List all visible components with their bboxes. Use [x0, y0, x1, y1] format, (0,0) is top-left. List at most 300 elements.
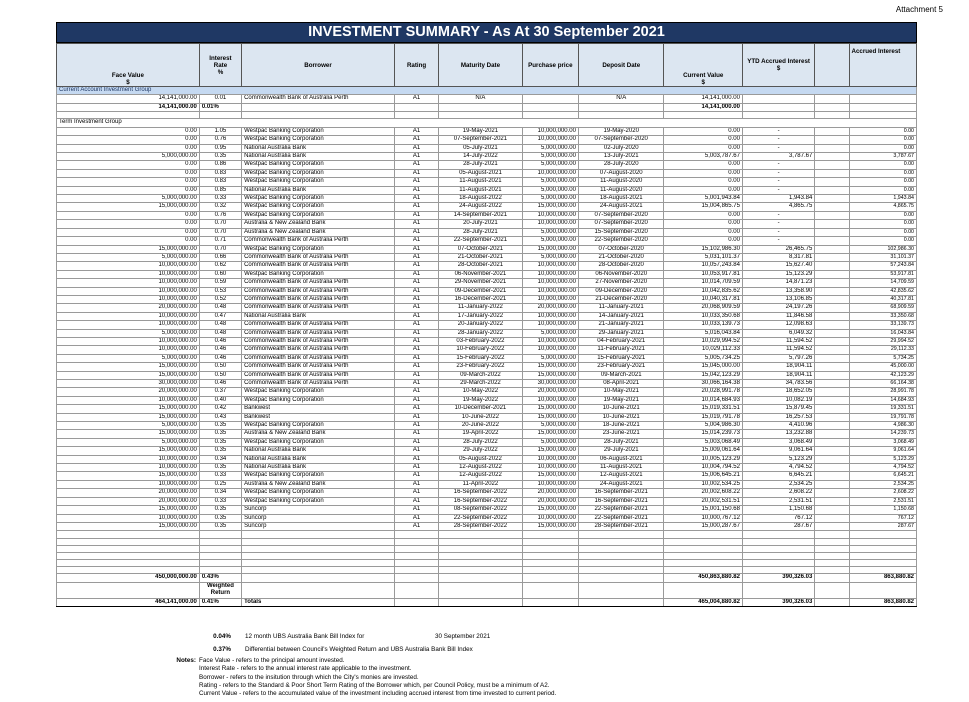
table-cell: A1 [394, 127, 438, 135]
table-cell: 863,880.82 [849, 598, 916, 606]
table-cell: 15,001,150.68 [664, 506, 742, 514]
table-cell: 68,909.59 [849, 304, 916, 312]
table-cell: 5,000,000.00 [57, 329, 200, 337]
table-row [57, 237, 917, 245]
table-cell: 16,043.84 [849, 329, 916, 337]
table-cell: 10,000,000.00 [57, 312, 200, 320]
table-cell: 0.00 [664, 136, 742, 144]
table-cell: 0.00 [849, 186, 916, 194]
table-row [57, 346, 917, 354]
table-cell: 15,000,000.00 [522, 430, 578, 438]
table-cell: 12-August-2022 [439, 472, 522, 480]
column-header: Purchase price [522, 44, 578, 87]
table-cell: A1 [394, 144, 438, 152]
table-cell: Westpac Banking Corporation [242, 211, 395, 219]
table-cell [742, 103, 814, 111]
table-cell [439, 582, 522, 598]
table-cell: 28-July-2022 [439, 438, 522, 446]
table-cell: 17-January-2022 [439, 312, 522, 320]
table-cell [242, 531, 395, 538]
table-cell: 10,000,000.00 [522, 136, 578, 144]
table-cell: 14,141,000.00 [664, 95, 742, 103]
table-cell [578, 112, 663, 119]
table-cell: National Australia Bank [242, 186, 395, 194]
table-row [57, 396, 917, 404]
table-cell: 0.34 [199, 489, 241, 497]
table-cell [815, 186, 849, 194]
table-cell [815, 329, 849, 337]
table-cell: 10,014,709.59 [664, 279, 742, 287]
column-header: Maturity Date [439, 44, 522, 87]
table-cell: 0.52 [199, 295, 241, 303]
table-cell: 10,000,000.00 [57, 346, 200, 354]
table-cell: 0.46 [199, 380, 241, 388]
table-cell: 1,150.68 [849, 506, 916, 514]
table-cell: 10,000,000.00 [57, 396, 200, 404]
table-cell: 15,000,000.00 [522, 363, 578, 371]
table-cell: 34,783.56 [742, 380, 814, 388]
table-cell: 10,000,000.00 [522, 337, 578, 345]
table-cell: A1 [394, 237, 438, 245]
table-cell: 28-January-2022 [439, 329, 522, 337]
table-cell [815, 582, 849, 598]
table-cell: 10-December-2021 [439, 405, 522, 413]
table-cell: 28,991.78 [849, 388, 916, 396]
table-cell: 0.42 [199, 405, 241, 413]
table-cell: Commonwealth Bank of Australia Perth [242, 371, 395, 379]
table-cell: 10,000,000.00 [522, 346, 578, 354]
table-cell: 15,000,000.00 [57, 203, 200, 211]
table-cell: 22-September-2020 [578, 237, 663, 245]
table-cell: 0.00 [664, 186, 742, 194]
table-cell [815, 567, 849, 574]
table-cell: 10,000,000.00 [522, 220, 578, 228]
table-cell [664, 538, 742, 545]
table-cell: 28-October-2021 [439, 262, 522, 270]
table-cell: 12,098.63 [742, 321, 814, 329]
table-cell: - [742, 127, 814, 135]
table-row [57, 262, 917, 270]
table-cell: 0.35 [199, 514, 241, 522]
table-cell [815, 211, 849, 219]
table-cell: 13,232.88 [742, 430, 814, 438]
table-row [57, 422, 917, 430]
table-cell: 5,003,787.67 [664, 153, 742, 161]
table-cell: 28-October-2020 [578, 262, 663, 270]
table-cell: 08-September-2022 [439, 506, 522, 514]
table-cell [815, 337, 849, 345]
table-cell: 22-September-2021 [439, 237, 522, 245]
table-cell [815, 161, 849, 169]
table-cell: 450,000,000.00 [57, 574, 200, 582]
table-cell: Totals [242, 598, 395, 606]
table-cell: 15,000,000.00 [522, 245, 578, 253]
table-cell [578, 567, 663, 574]
column-header: Deposit Date [578, 44, 663, 87]
spacer-row [57, 567, 917, 574]
table-cell: National Australia Bank [242, 153, 395, 161]
table-cell: 0.00 [664, 144, 742, 152]
table-cell: 21-December-2020 [578, 295, 663, 303]
table-cell [815, 531, 849, 538]
table-cell: Bankwest [242, 413, 395, 421]
table-cell [849, 103, 916, 111]
table-cell: A1 [394, 455, 438, 463]
table-cell: 10,000,000.00 [522, 127, 578, 135]
table-cell: 07-August-2020 [578, 169, 663, 177]
table-cell: 30,000,000.00 [57, 380, 200, 388]
table-cell: Commonwealth Bank of Australia Perth [242, 363, 395, 371]
table-cell: A1 [394, 480, 438, 488]
table-cell: 24-August-2021 [578, 203, 663, 211]
benchmark-text: Differential between Council's Weighted Return and UBS Australia Bank Bill Index [245, 646, 473, 653]
table-cell: 10,053,917.81 [664, 270, 742, 278]
table-cell: - [742, 211, 814, 219]
table-cell: 0.01% [199, 103, 241, 111]
table-cell: Westpac Banking Corporation [242, 388, 395, 396]
table-cell: A1 [394, 228, 438, 236]
table-cell: 53,917.81 [849, 270, 916, 278]
table-cell: 15,000,000.00 [57, 405, 200, 413]
investment-table [56, 43, 917, 607]
column-header: Borrower [242, 44, 395, 87]
table-cell [742, 531, 814, 538]
table-cell: Westpac Banking Corporation [242, 161, 395, 169]
table-cell: 10,000,000.00 [522, 279, 578, 287]
table-cell [849, 112, 916, 119]
table-cell: 42,123.29 [849, 371, 916, 379]
table-cell: 19,791.78 [849, 413, 916, 421]
table-cell [742, 112, 814, 119]
table-cell [578, 545, 663, 552]
table-cell: A1 [394, 211, 438, 219]
table-cell: 28-July-2021 [439, 228, 522, 236]
table-cell: 10,000,000.00 [57, 295, 200, 303]
table-cell [522, 552, 578, 559]
table-cell [664, 560, 742, 567]
table-cell: A1 [394, 497, 438, 505]
table-cell: 10-June-2022 [439, 413, 522, 421]
table-cell: 5,004,986.30 [664, 422, 742, 430]
table-row [57, 363, 917, 371]
table-cell: 5,000,000.00 [522, 228, 578, 236]
table-cell: Commonwealth Bank of Australia Perth [242, 304, 395, 312]
table-cell: 5,123.29 [849, 455, 916, 463]
table-cell: 11-August-2020 [578, 186, 663, 194]
table-cell [815, 489, 849, 497]
table-cell: 18,904.11 [742, 363, 814, 371]
table-cell [815, 574, 849, 582]
table-cell [815, 413, 849, 421]
table-cell: Westpac Banking Corporation [242, 195, 395, 203]
table-cell: 0.83 [199, 178, 241, 186]
table-row [57, 95, 917, 103]
table-cell: 10,000,000.00 [57, 270, 200, 278]
table-cell: 0.00 [664, 220, 742, 228]
table-cell [57, 538, 200, 545]
table-cell [242, 103, 395, 111]
table-cell: 0.00 [57, 161, 200, 169]
table-cell [815, 380, 849, 388]
table-cell: 1,150.68 [742, 506, 814, 514]
table-cell: - [742, 186, 814, 194]
table-cell: 13,358.90 [742, 287, 814, 295]
table-row [57, 304, 917, 312]
table-cell: Westpac Banking Corporation [242, 438, 395, 446]
table-cell: 09-December-2021 [439, 287, 522, 295]
table-cell: 102,986.30 [849, 245, 916, 253]
table-cell [742, 95, 814, 103]
spacer-row [57, 531, 917, 538]
table-cell: 10,000,000.00 [57, 514, 200, 522]
page-title: INVESTMENT SUMMARY - As At 30 September 2021 [56, 22, 917, 43]
table-cell [815, 354, 849, 362]
table-cell: 15,627.40 [742, 262, 814, 270]
note-line: Current Value - refers to the accumulated value of the investment including accrued interest from time invested to current period. [199, 690, 557, 698]
table-cell: 0.00 [57, 136, 200, 144]
table-cell: A1 [394, 153, 438, 161]
table-cell: 15,045,000.00 [664, 363, 742, 371]
table-cell: 20,068,909.59 [664, 304, 742, 312]
table-cell: 5,000,000.00 [522, 178, 578, 186]
table-cell: 16,257.53 [742, 413, 814, 421]
note-line: Interest Rate - refers to the annual interest rate applicable to the investment. [199, 665, 412, 673]
table-cell: 05-July-2021 [439, 144, 522, 152]
table-cell: Commonwealth Bank of Australia Perth [242, 95, 395, 103]
table-cell: A1 [394, 287, 438, 295]
table-cell: Australia & New Zealand Bank [242, 480, 395, 488]
table-cell: 15,000,000.00 [57, 430, 200, 438]
table-cell [815, 95, 849, 103]
table-cell: 12-August-2022 [439, 464, 522, 472]
table-cell: A1 [394, 388, 438, 396]
table-cell: 20,028,991.78 [664, 388, 742, 396]
table-cell [742, 567, 814, 574]
table-cell: 2,531.51 [849, 497, 916, 505]
table-row [57, 178, 917, 186]
table-cell: 0.40 [199, 396, 241, 404]
table-cell: 2,534.25 [742, 480, 814, 488]
table-cell [815, 480, 849, 488]
table-cell: 4,794.52 [742, 464, 814, 472]
table-cell: 5,000,000.00 [522, 144, 578, 152]
table-cell: N/A [578, 95, 663, 103]
table-row [57, 253, 917, 261]
table-row [57, 169, 917, 177]
table-cell: 10,042,835.62 [664, 287, 742, 295]
table-cell: 767.12 [742, 514, 814, 522]
table-cell: 10,000,000.00 [522, 396, 578, 404]
table-cell: 0.41% [199, 598, 241, 606]
table-cell: 29-July-2022 [439, 447, 522, 455]
table-cell: 5,000,000.00 [57, 438, 200, 446]
table-cell: 31,101.37 [849, 253, 916, 261]
table-cell: 15,000,000.00 [522, 203, 578, 211]
table-cell: 0.32 [199, 203, 241, 211]
column-header [815, 44, 849, 87]
table-cell: 2,608.22 [742, 489, 814, 497]
table-row [57, 144, 917, 152]
table-row [57, 228, 917, 236]
table-row [57, 186, 917, 194]
table-cell: Commonwealth Bank of Australia Perth [242, 237, 395, 245]
table-cell: 390,326.03 [742, 598, 814, 606]
table-cell: A1 [394, 422, 438, 430]
table-cell: 5,000,000.00 [522, 186, 578, 194]
table-cell [394, 582, 438, 598]
table-cell: 15,000,000.00 [57, 363, 200, 371]
table-cell [815, 321, 849, 329]
benchmark-section [56, 630, 490, 656]
table-cell: 287.67 [742, 522, 814, 530]
table-cell: 19,331.51 [849, 405, 916, 413]
table-cell: 10,033,350.68 [664, 312, 742, 320]
table-cell [578, 582, 663, 598]
table-cell [815, 178, 849, 186]
table-cell [664, 552, 742, 559]
table-cell: - [742, 144, 814, 152]
table-cell: Westpac Banking Corporation [242, 245, 395, 253]
table-cell [394, 560, 438, 567]
table-cell: Commonwealth Bank of Australia Perth [242, 295, 395, 303]
table-cell [242, 538, 395, 545]
table-cell [815, 279, 849, 287]
table-cell [815, 237, 849, 245]
table-cell [815, 422, 849, 430]
table-row [57, 270, 917, 278]
table-cell: 10-June-2021 [578, 405, 663, 413]
table-cell: 0.35 [199, 422, 241, 430]
table-cell: 28-July-2020 [578, 161, 663, 169]
table-cell: 23-February-2021 [578, 363, 663, 371]
table-cell: 28-July-2021 [578, 438, 663, 446]
table-cell [578, 574, 663, 582]
table-cell: 4,865.75 [849, 203, 916, 211]
table-cell [815, 136, 849, 144]
table-cell [439, 574, 522, 582]
table-cell: 14,709.59 [849, 279, 916, 287]
table-cell: A1 [394, 413, 438, 421]
table-cell: 0.35 [199, 430, 241, 438]
table-cell [578, 560, 663, 567]
table-cell [439, 567, 522, 574]
table-cell: 10,082.19 [742, 396, 814, 404]
table-cell: 10,029,994.52 [664, 337, 742, 345]
column-header: Interest Rate % [199, 44, 241, 87]
table-cell [522, 103, 578, 111]
table-cell: 2,534.25 [849, 480, 916, 488]
note-line: Face Value - refers to the principal amount invested. [199, 657, 345, 664]
table-cell: 0.76 [199, 211, 241, 219]
benchmark-text: 12 month UBS Australia Bank Bill Index for [245, 633, 365, 640]
table-cell: 10-February-2022 [439, 346, 522, 354]
table-cell: 5,000,000.00 [522, 329, 578, 337]
table-cell [578, 598, 663, 606]
table-cell: A1 [394, 363, 438, 371]
table-cell: 0.35 [199, 506, 241, 514]
table-row [57, 220, 917, 228]
table-cell: 11-February-2021 [578, 346, 663, 354]
table-cell: 15,000,000.00 [522, 371, 578, 379]
table-cell [815, 388, 849, 396]
table-cell [394, 574, 438, 582]
column-header: Face Value $ [57, 44, 200, 87]
table-cell: 10,000,000.00 [522, 480, 578, 488]
table-cell: 0.00 [57, 144, 200, 152]
notes-label: Notes: [176, 657, 196, 664]
table-cell: 07-October-2020 [578, 245, 663, 253]
table-cell: Australia & New Zealand Bank [242, 228, 395, 236]
table-cell [522, 598, 578, 606]
table-cell [394, 567, 438, 574]
benchmark-value: 0.04% [213, 633, 231, 640]
table-cell: 0.00 [57, 178, 200, 186]
table-row [57, 203, 917, 211]
benchmark-date: 30 September 2021 [435, 633, 491, 640]
table-cell: 5,001,943.84 [664, 195, 742, 203]
table-cell [815, 262, 849, 270]
table-cell [578, 538, 663, 545]
table-cell: 0.86 [199, 161, 241, 169]
table-cell: 0.00 [849, 178, 916, 186]
table-cell [849, 582, 916, 598]
table-cell: 10,000,000.00 [57, 321, 200, 329]
table-cell: 15,004,865.75 [664, 203, 742, 211]
table-cell: 5,123.29 [742, 455, 814, 463]
table-cell: 20,002,531.51 [664, 497, 742, 505]
table-cell: 9,061.64 [849, 447, 916, 455]
table-cell: 10,000,000.00 [522, 262, 578, 270]
table-cell: A1 [394, 371, 438, 379]
table-row [57, 506, 917, 514]
table-cell [815, 538, 849, 545]
table-cell: 24,197.26 [742, 304, 814, 312]
table-cell [199, 552, 241, 559]
table-cell: 04-February-2021 [578, 337, 663, 345]
table-cell [199, 112, 241, 119]
table-cell: A1 [394, 380, 438, 388]
table-cell: 10,000,000.00 [57, 464, 200, 472]
table-cell: 19-May-2020 [578, 127, 663, 135]
table-cell [815, 598, 849, 606]
table-cell: 10,057,243.84 [664, 262, 742, 270]
table-cell: Commonwealth Bank of Australia Perth [242, 253, 395, 261]
table-row [57, 279, 917, 287]
table-cell: 10,004,794.52 [664, 464, 742, 472]
table-cell: 0.33 [199, 472, 241, 480]
table-cell: 10,000,000.00 [522, 295, 578, 303]
table-cell [815, 112, 849, 119]
table-cell [815, 228, 849, 236]
table-cell: Commonwealth Bank of Australia Perth [242, 380, 395, 388]
table-cell [439, 560, 522, 567]
table-cell: 20-July-2021 [439, 220, 522, 228]
attachment-label: Attachment 5 [895, 5, 943, 14]
table-cell: 0.35 [199, 447, 241, 455]
table-cell: 0.60 [199, 270, 241, 278]
table-cell [815, 203, 849, 211]
table-row [57, 312, 917, 320]
table-cell [815, 545, 849, 552]
table-cell: 07-October-2021 [439, 245, 522, 253]
table-cell: 6,645.21 [849, 472, 916, 480]
table-cell: 0.00 [57, 228, 200, 236]
table-cell: 0.00 [849, 228, 916, 236]
table-cell [394, 112, 438, 119]
table-cell: 08-April-2021 [578, 380, 663, 388]
table-cell [849, 560, 916, 567]
table-cell: A1 [394, 405, 438, 413]
